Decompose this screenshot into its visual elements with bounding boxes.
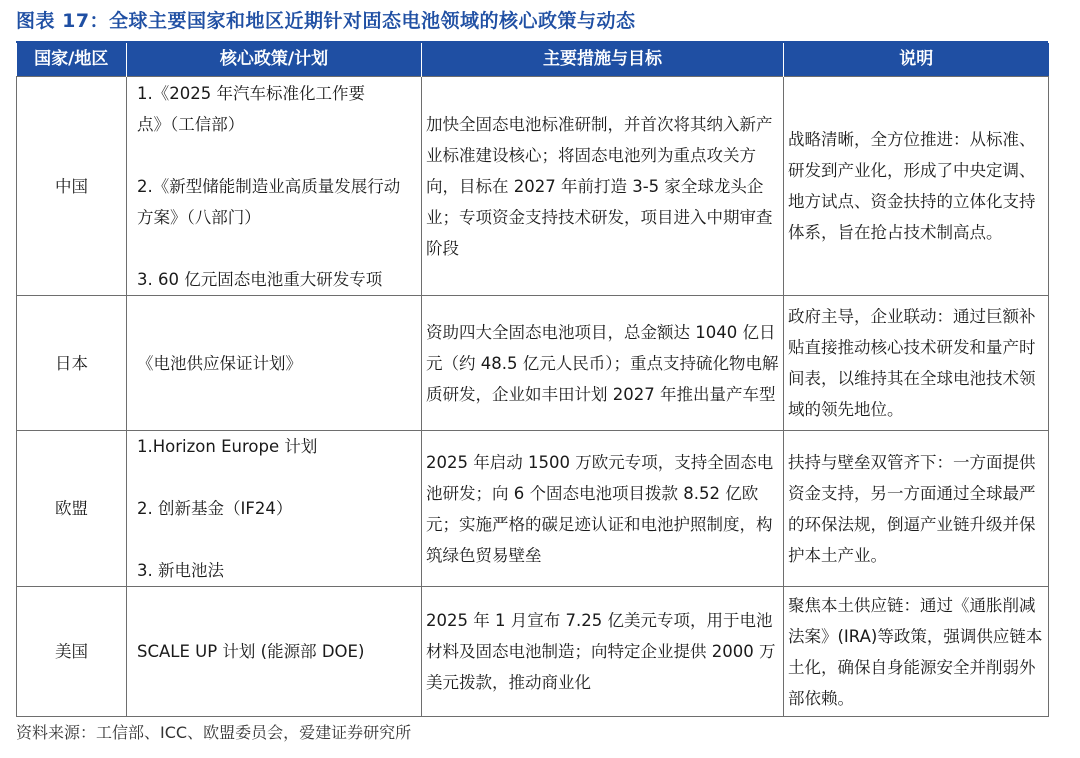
measures-text: 资助四大全固态电池项目，总金额达 1040 亿日元（约 48.5 亿元人民币）；重点支持硫化物电解质研发，企业如丰田计划 2027 年推出量产车型 [426,322,779,404]
plan-line: 1.《2025 年汽车标准化工作要 [137,83,365,103]
plan-line: 2.《新型储能制造业高质量发展行动 [137,176,401,196]
notes-cell [784,431,1049,587]
plan-gap [137,524,421,555]
table-row-japan [17,296,1049,431]
plan-line: 1.Horizon Europe 计划 [137,437,318,456]
plan-cell [127,77,422,296]
notes-cell [784,587,1049,717]
policy-table [16,43,1049,717]
plan-line: 2. 创新基金（IF24） [137,499,293,518]
figure-title: 图表 17：全球主要国家和地区近期针对固态电池领域的核心政策与动态 [16,10,636,32]
measures-text: 加快全固态电池标准研制，并首次将其纳入新产业标准建设核心；将固态电池列为重点攻关方向，目标在 2027 年前打造 3-5 家全球龙头企业；专项资金支持技术研发，项目进入中期审查阶段 [426,114,773,258]
plan-line: 3. 60 亿元固态电池重大研发专项 [137,269,383,289]
measures-cell [422,296,784,431]
table-row-china [17,77,1049,296]
plan-cell [127,296,422,431]
country-cell: 美国 [17,587,127,717]
measures-cell [422,587,784,717]
notes-text: 扶持与壁垒双管齐下：一方面提供资金支持，另一方面通过全球最严的环保法规，倒逼产业链升级并保护本土产业。 [788,452,1036,565]
plan-line: 《电池供应保证计划》 [137,353,302,373]
plan-line: 点》（工信部） [137,114,245,134]
plan-line: 3. 新电池法 [137,561,224,580]
header-notes: 说明 [784,43,1049,77]
plan-gap [137,233,421,264]
measures-cell [422,431,784,587]
measures-text: 2025 年启动 1500 万欧元专项，支持全固态电池研发；向 6 个固态电池项目拨款 8.52 亿欧元；实施严格的碳足迹认证和电池护照制度，构筑绿色贸易壁垒 [426,452,774,565]
measures-cell [422,77,784,296]
header-plan: 核心政策/计划 [127,43,422,77]
country-cell: 中国 [17,77,127,296]
plan-cell [127,587,422,717]
plan-gap [137,140,421,171]
notes-text: 聚焦本土供应链：通过《通胀削减法案》(IRA)等政策，强调供应链本土化，确保自身能源安全并削弱外部依赖。 [788,595,1043,708]
notes-cell [784,77,1049,296]
notes-text: 政府主导，企业联动：通过巨额补贴直接推动核心技术研发和量产时间表，以维持其在全球电池技术领域的领先地位。 [788,307,1036,419]
table-row-usa [17,587,1049,717]
country-cell: 日本 [17,296,127,431]
country-cell: 欧盟 [17,431,127,587]
plan-line: 方案》（八部门） [137,207,261,227]
notes-text: 战略清晰，全方位推进：从标准、研发到产业化，形成了中央定调、地方试点、资金扶持的立体化支持体系，旨在抢占技术制高点。 [788,130,1036,242]
plan-gap [137,462,421,493]
notes-cell [784,296,1049,431]
source-note: 资料来源：工信部、ICC、欧盟委员会，爱建证券研究所 [16,723,412,742]
header-country: 国家/地区 [17,43,127,77]
plan-line: SCALE UP 计划 (能源部 DOE) [137,642,365,661]
measures-text: 2025 年 1 月宣布 7.25 亿美元专项，用于电池材料及固态电池制造；向特定企业提供 2000 万美元拨款，推动商业化 [426,611,776,692]
header-measures: 主要措施与目标 [422,43,784,77]
table-row-eu [17,431,1049,587]
plan-cell [127,431,422,587]
table-header-row [17,43,1049,77]
